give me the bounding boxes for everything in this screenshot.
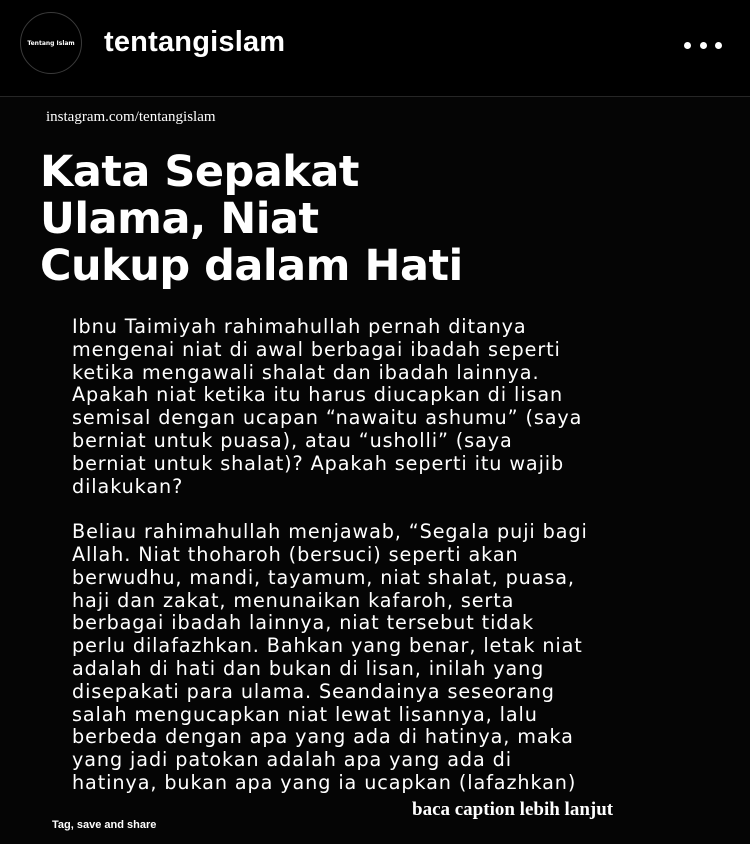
text-line: Beliau rahimahullah menjawab, “Segala puji bagi (72, 520, 588, 544)
read-caption-note: baca caption lebih lanjut (412, 799, 614, 820)
avatar-text: Tentang Islam (27, 39, 75, 47)
text-line: mengenai niat di awal berbagai ibadah seperti (72, 337, 561, 361)
avatar[interactable] (20, 12, 82, 74)
text-line: Allah. Niat thoharoh (bersuci) seperti akan (72, 542, 519, 566)
more-options-icon[interactable] (684, 36, 722, 54)
username-link[interactable]: tentangislam (104, 26, 286, 58)
text-line: hatinya, bukan apa yang ia ucapkan (lafazhkan) (72, 770, 577, 794)
text-line: disepakati para ulama. Seandainya seseorang (72, 679, 555, 703)
text-line: Ibnu Taimiyah rahimahullah pernah ditanya (72, 315, 527, 338)
post-header (0, 0, 750, 97)
text-line: berniat untuk puasa), atau “usholli” (saya (72, 428, 513, 452)
paragraph-gap (72, 498, 712, 521)
source-watermark: instagram.com/tentangislam (46, 109, 216, 125)
text-line: yang jadi patokan adalah apa yang ada di (72, 748, 512, 772)
post-body (72, 316, 712, 795)
text-line: Apakah niat ketika itu harus diucapkan di lisan (72, 383, 564, 407)
text-line: ketika mengawali shalat dan ibadah lainnya. (72, 360, 540, 384)
title-line: Cukup dalam Hati (40, 241, 463, 291)
text-line: berbagai ibadah lainnya, niat tersebut tidak (72, 611, 535, 635)
post-image (0, 97, 750, 844)
text-line: berniat untuk shalat)? Apakah seperti itu wajib (72, 451, 565, 475)
text-line: berwudhu, mandi, tayamum, niat shalat, puasa, (72, 565, 575, 589)
text-line: salah mengucapkan niat lewat lisannya, lalu (72, 702, 538, 726)
text-line: dilakukan? (72, 474, 184, 498)
text-line: berbeda dengan apa yang ada di hatinya, maka (72, 725, 574, 749)
paragraph-2 (72, 521, 712, 795)
share-note: Tag, save and share (52, 819, 157, 831)
text-line: perlu dilafazhkan. Bahkan yang benar, letak niat (72, 634, 583, 658)
title-line: Kata Sepakat (40, 147, 359, 197)
paragraph-1 (72, 316, 712, 498)
text-line: haji dan zakat, menunaikan kafaroh, serta (72, 588, 515, 612)
post-title (40, 149, 640, 290)
text-line: adalah di hati dan bukan di lisan, inilah yang (72, 656, 545, 680)
text-line: semisal dengan ucapan “nawaitu ashumu” (saya (72, 406, 583, 430)
title-line: Ulama, Niat (40, 194, 319, 244)
